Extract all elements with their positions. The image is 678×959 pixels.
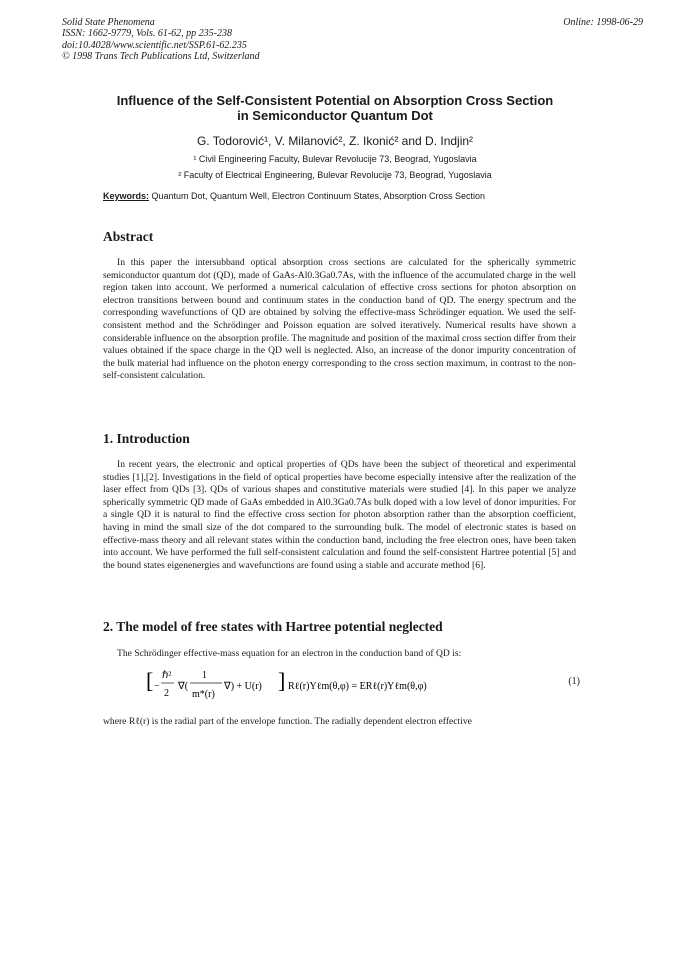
svg-text:−: − (154, 681, 160, 692)
paper-title (90, 93, 580, 123)
journal-header (62, 17, 260, 62)
keywords (103, 191, 603, 201)
svg-text:m*(r): m*(r) (192, 689, 215, 700)
equation-1-number: (1) (568, 676, 580, 687)
keywords-label: Keywords: (103, 191, 150, 201)
svg-text:∇) + U(r): ∇) + U(r) (224, 681, 262, 692)
model-intro: The Schrödinger effective-mass equation for an electron in the conduction band of QD is: (117, 648, 462, 659)
doi-line[interactable]: doi:10.4028/www.scientific.net/SSP.61-62.235 (62, 39, 247, 51)
keywords-text: Quantum Dot, Quantum Well, Electron Continuum States, Absorption Cross Section (149, 191, 486, 201)
svg-text:[: [ (146, 668, 154, 693)
equation-1-body (144, 664, 464, 706)
title-line-1: Influence of the Self-Consistent Potential on Absorption Cross Section (116, 93, 554, 108)
author-list: G. Todorović¹, V. Milanović², Z. Ikonić² and D. Indjin² (196, 134, 474, 148)
online-date: Online: 1998-06-29 (563, 17, 643, 28)
svg-text:1: 1 (202, 670, 207, 681)
svg-text:ℏ²: ℏ² (162, 670, 172, 681)
svg-text:Rℓ(r)Yℓm(θ,φ) = ERℓ(r)Yℓm(θ,φ): Rℓ(r)Yℓm(θ,φ) = ERℓ(r)Yℓm(θ,φ) (288, 681, 427, 692)
svg-text:∇(: ∇( (178, 681, 189, 692)
title-line-2: in Semiconductor Quantum Dot (237, 108, 433, 123)
introduction-heading: 1. Introduction (103, 431, 190, 446)
model-where-text: where Rℓ(r) is the radial part of the envelope function. The radially dependent electron effective (103, 716, 472, 727)
svg-text:]: ] (278, 668, 286, 693)
equation-1 (130, 664, 580, 706)
affiliation-1: ¹ Civil Engineering Faculty, Bulevar Revolucije 73, Beograd, Yugoslavia (193, 154, 477, 164)
journal-name: Solid State Phenomena (62, 17, 155, 28)
affiliation-2: ² Faculty of Electrical Engineering, Bulevar Revolucije 73, Beograd, Yugoslavia (178, 170, 492, 180)
svg-text:2: 2 (164, 688, 169, 699)
copyright-line: © 1998 Trans Tech Publications Ltd, Switzerland (62, 50, 260, 62)
abstract-heading: Abstract (103, 229, 154, 244)
issn-line: ISSN: 1662-9779, Vols. 61-62, pp 235-238 (62, 28, 232, 40)
model-heading: 2. The model of free states with Hartree potential neglected (103, 619, 443, 634)
abstract-text: In this paper the intersubband optical absorption cross sections are calculated for the spherically symmetric semiconductor quantum dot (QD), made of GaAs-Al0.3Ga0.7As, with the influence of the accumulated charge in the well region taken into account. We performed a numerical calculation of effective cross sections for photon absorption on electron transitions between bound and continuum states in the conduction band of QD. The energy spectrum and the corresponding wavefunctions of QD are obtained by solving the effective-mass Schrödinger equation. We used the self-consistent method and the Schrödinger and Poisson equation are solved iteratively. Numerical results have shown a considerable influence on the absorption profile. The magnitude and position of the maximal cross section differ from their values obtained if the space charge in the QD well is neglected. Also, an increase of the donor impurity concentration of the bulk material had influence on the photon energy corresponding to the cross section maximum, in contrast to the non-self-consistent calculation. (103, 257, 576, 382)
introduction-text: In recent years, the electronic and optical properties of QDs have been the subject of theoretical and experimental studies [1],[2]. Investigations in the field of optical properties have become especially intensive after the realization of the laser effect from QDs [3]. QDs of various shapes and constitutive materials were studied [4]. In this paper we analyze spherically symmetric QD made of GaAs embedded in Al0.3Ga0.7As bulk doped with a low level of donor impurities. For a single QD it is natural to find the effective cross section for photon absorption rather than the absorption coefficient, having in mind the small size of the dot compared to the surrounding bulk. The model of electronic states is based on effective-mass theory and all relevant states within the conduction band, including the free electron ones, have been taken into account. We have performed the full self-consistent calculation and found the self-consistent Hartree potential [5] and the bound states eigenenergies and wavefunctions are found using a stable and accurate method [6]. (103, 459, 576, 571)
